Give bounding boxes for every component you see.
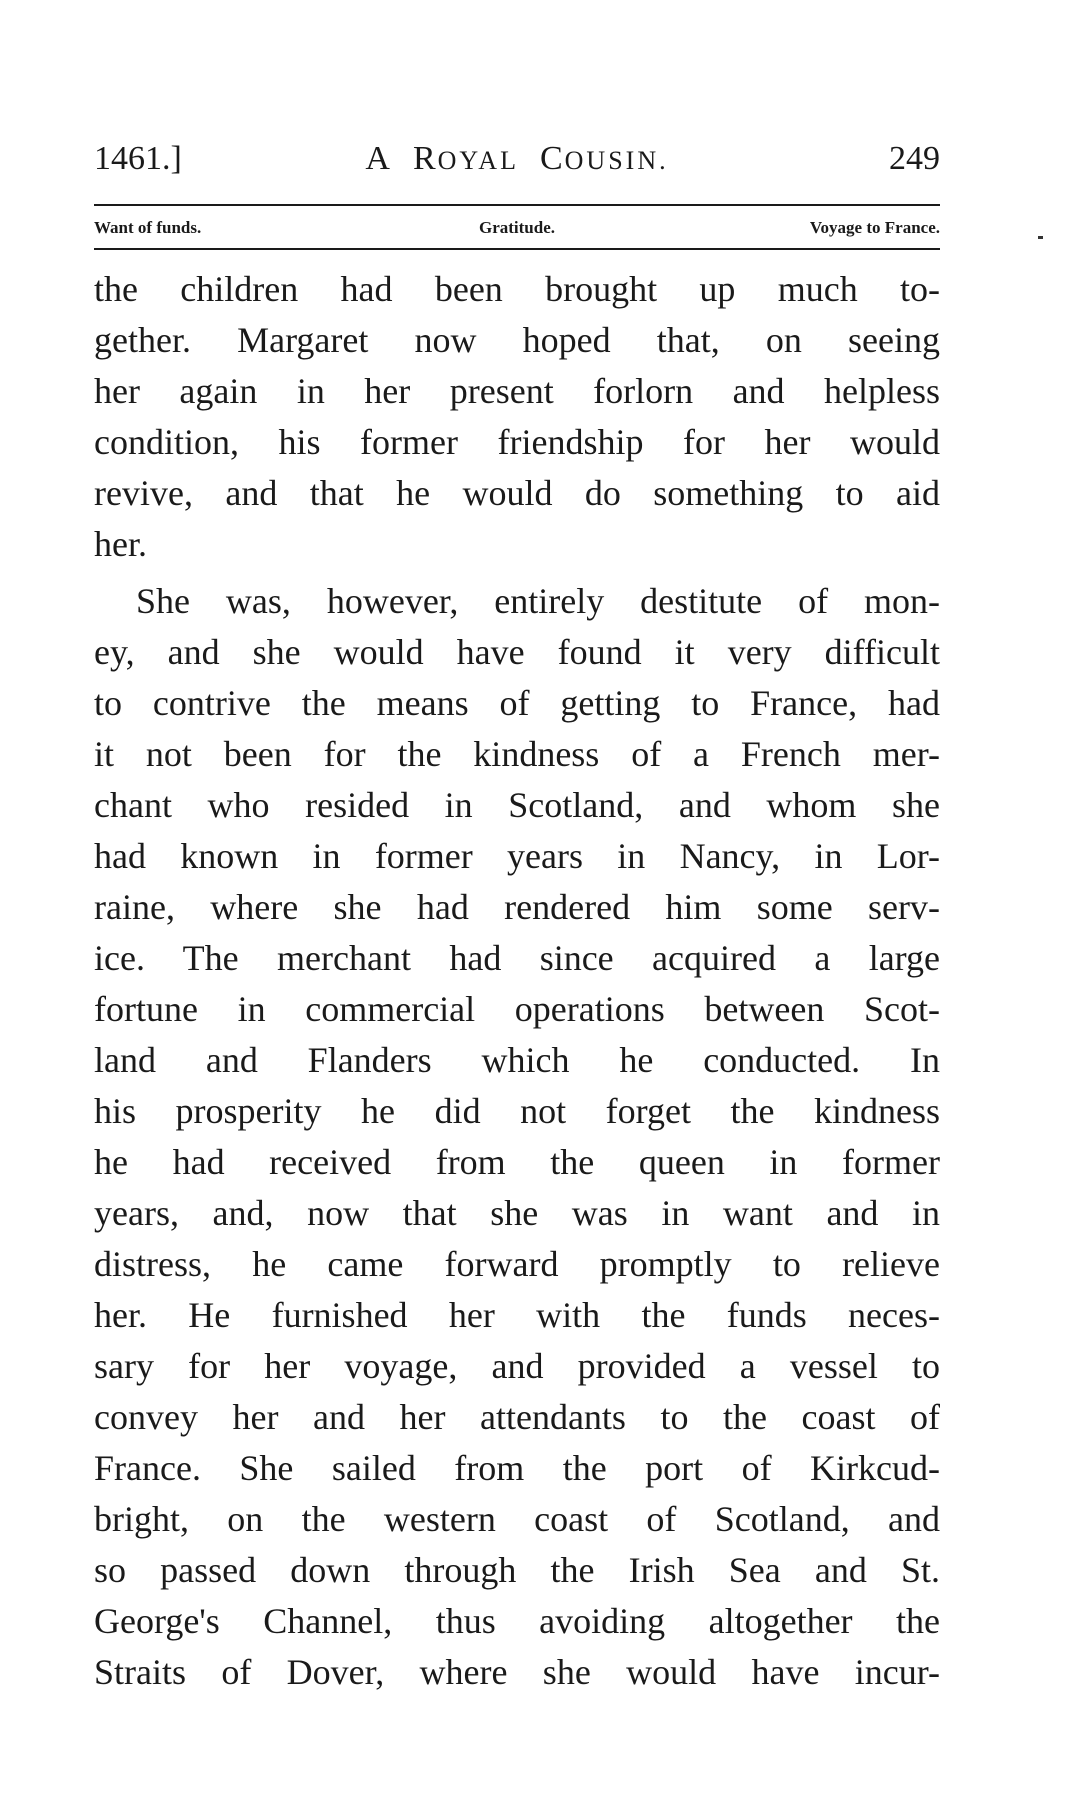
- text-line: She was, however, entirely destitute of mon-: [136, 581, 940, 621]
- book-page: [94, 0, 940, 1799]
- text-line: convey her and her attendants to the coast of: [94, 1397, 940, 1437]
- text-line: land and Flanders which he conducted. In: [94, 1040, 940, 1080]
- title-r: R: [412, 140, 438, 177]
- text-line: years, and, now that she was in want and in: [94, 1193, 940, 1233]
- text-line: it not been for the kindness of a French mer-: [94, 734, 940, 774]
- text-line: her.: [94, 524, 147, 564]
- text-line: fortune in commercial operations between Scot-: [94, 989, 940, 1029]
- margin-speck: [1038, 236, 1043, 239]
- text-line: distress, he came forward promptly to relieve: [94, 1244, 940, 1284]
- running-head-year: 1461.]: [94, 140, 182, 177]
- text-line: gether. Margaret now hoped that, on seeing: [94, 320, 940, 360]
- title-oyal: OYAL: [437, 146, 519, 175]
- text-line: condition, his former friendship for her would: [94, 422, 940, 462]
- text-line: ice. The merchant had since acquired a large: [94, 938, 940, 978]
- text-line: he had received from the queen in former: [94, 1142, 940, 1182]
- text-line: ey, and she would have found it very difficult: [94, 632, 940, 672]
- header-rule-bottom: [94, 248, 940, 250]
- text-line: the children had been brought up much to-: [94, 269, 940, 309]
- text-line: sary for her voyage, and provided a vessel to: [94, 1346, 940, 1386]
- text-line: France. She sailed from the port of Kirkcud-: [94, 1448, 940, 1488]
- paragraph-1: [94, 264, 940, 570]
- shoulder-note-center: Gratitude.: [478, 218, 556, 237]
- shoulder-notes: [94, 210, 940, 246]
- text-line: revive, and that he would do something to aid: [94, 473, 940, 513]
- title-ousin: OUSIN.: [564, 146, 669, 175]
- shoulder-note-left: Want of funds.: [94, 218, 202, 237]
- shoulder-note-right: Voyage to France.: [809, 218, 940, 237]
- text-line: his prosperity he did not forget the kindness: [94, 1091, 940, 1131]
- header-rule-top: [94, 204, 940, 206]
- text-line: so passed down through the Irish Sea and St.: [94, 1550, 940, 1590]
- text-line: raine, where she had rendered him some serv-: [94, 887, 940, 927]
- running-head: [94, 134, 940, 184]
- text-line: had known in former years in Nancy, in Lor-: [94, 836, 940, 876]
- running-head-title: [94, 134, 940, 186]
- body-text: [94, 264, 940, 1698]
- title-word-a: A: [365, 140, 392, 177]
- page-number: 249: [889, 140, 940, 177]
- title-c: C: [539, 140, 565, 177]
- text-line: George's Channel, thus avoiding altogether the: [94, 1601, 940, 1641]
- text-line: her again in her present forlorn and helpless: [94, 371, 940, 411]
- text-line: her. He furnished her with the funds neces-: [94, 1295, 940, 1335]
- text-line: chant who resided in Scotland, and whom she: [94, 785, 940, 825]
- text-line: Straits of Dover, where she would have incur-: [94, 1652, 940, 1692]
- text-line: bright, on the western coast of Scotland, and: [94, 1499, 940, 1539]
- text-line: to contrive the means of getting to France, had: [94, 683, 940, 723]
- paragraph-2: [94, 576, 940, 1698]
